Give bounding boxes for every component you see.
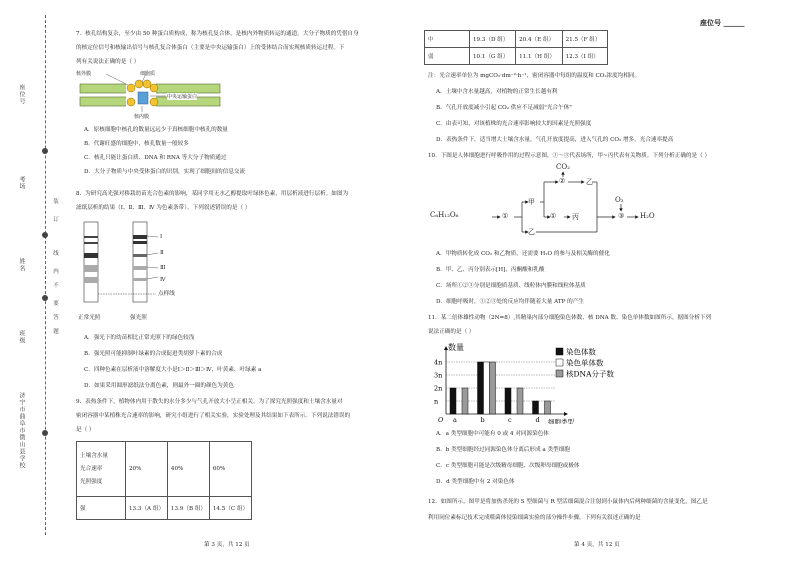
x-axis-arrow — [564, 412, 568, 416]
binding-cut-3: 线 — [52, 250, 58, 257]
legend-swatch-2 — [556, 370, 563, 377]
q7-option-c[interactable]: C．核孔只能让蛋白质、DNA 和 RNA 等大分子物质通过 — [84, 155, 227, 161]
q8-option-d[interactable]: D．如果采用圆形滤纸法分离色素，则最外一圈的颜色为黄色 — [84, 383, 234, 389]
bar-d-series-0 — [533, 401, 539, 414]
band-label-4: Ⅳ — [160, 277, 166, 283]
legend-label-2: 核DNA分子数 — [566, 369, 614, 379]
fig-label-central-protein: 中央运输蛋白 — [167, 94, 198, 100]
q8-option-c[interactable]: C．四种色素在层析液中溶解度大小是Ⅰ＞Ⅱ＞Ⅲ＞Ⅳ，叶黄素、叶绿素 a — [84, 367, 262, 373]
table-cell: 14.5（C 组） — [209, 497, 251, 520]
binding-label-seat: 座位号 — [18, 84, 25, 105]
band-label-3: Ⅲ — [160, 265, 166, 271]
q11-option-c[interactable]: C．c 类型细胞可能是次级精母细胞、次级卵母细胞或极体 — [436, 463, 580, 469]
table-cell: 20.4（E 组） — [516, 31, 563, 48]
q11-option-b[interactable]: B．b 类型细胞经过同源染色体分离后形成 a 类型细胞 — [436, 447, 570, 453]
substance-jia: 甲 — [528, 198, 535, 206]
band-label-1: Ⅰ — [160, 234, 163, 240]
bar-c-series-0 — [505, 388, 511, 414]
q7-option-a[interactable]: A．原核细胞中核孔的数量远远少于真核细胞中核孔的数量 — [84, 127, 228, 133]
table-header-cell: 20% — [126, 442, 168, 497]
seat-label: 座位号 — [700, 18, 721, 27]
y-tick-label: n — [434, 397, 439, 406]
binding-cut-5: 不 — [52, 282, 58, 289]
q10-option-c[interactable]: C．场所①②③分别是细胞质基质、线粒体内膜和线粒体基质 — [436, 283, 586, 289]
q8-option-a[interactable]: A．强光下的幼苗相比正常光照下的绿色较浅 — [84, 335, 195, 341]
q10-stem: 10．下图是人体细胞进行呼吸作用的过程示意图，①～③代表场所，甲~丙代表有关物质。下列分析正确的是（ ） — [428, 153, 711, 159]
site-2-lower: ① — [550, 212, 557, 220]
site-3: ③ — [618, 212, 625, 220]
bar-d-series-2 — [545, 401, 551, 414]
table-cell: 强 — [77, 497, 126, 520]
binding-cut-6: 要 — [52, 300, 58, 307]
table-header-corner — [77, 442, 126, 497]
q7-stem-1: 7．核孔结构复杂，至少由 50 种蛋白质构成，称为核孔复合体，是核内外物质转运的通道。大分子物质的凭借自身 — [76, 31, 359, 37]
binding-label-name: 姓名 — [18, 258, 25, 272]
q7-stem-2: 的核定位信号和核输出信号与核孔复合体蛋白（主要是中央运输蛋白）上的受体结合而实现核质转运过程。下 — [76, 45, 345, 51]
band-label-2: Ⅱ — [160, 250, 164, 256]
bar-b-series-1 — [484, 362, 490, 414]
fig-label-inner-membrane: 核内膜 — [134, 114, 150, 120]
q11-option-d[interactable]: D．d 类型细胞中有 2 对染色体 — [436, 479, 515, 485]
binding-school: 济宁市曲阜市微山县 — [18, 392, 25, 455]
q7-option-b[interactable]: B．代谢旺盛的细胞中，核孔数量一般较多 — [84, 141, 189, 147]
co2-label: CO₂ — [556, 163, 570, 171]
table-cell: 11.1（H 组） — [516, 48, 563, 65]
binding-cut-4: 内 — [52, 268, 58, 275]
table-header-cell: 60% — [209, 442, 251, 497]
table-cell: 12.3（I 组） — [562, 48, 607, 65]
table-note: 注：光合速率单位为 mgCO₂·dm⁻²·h⁻¹，密闭容器中每组的温度和 CO₂浓度均相同。 — [428, 73, 641, 79]
y-tick-label: 3n — [434, 371, 443, 380]
header-soil: 土壤含水量 — [80, 452, 108, 459]
binding-label-room: 考场 — [18, 176, 25, 190]
legend-label-1: 染色单体数 — [566, 358, 604, 368]
y-tick-label: 4n — [434, 358, 443, 367]
binding-hole — [42, 430, 48, 436]
header-light: 光照强度 — [80, 478, 103, 485]
table-cell: 21.5（F 组） — [562, 31, 607, 48]
binding-dashed-line — [45, 15, 46, 535]
q11-option-a[interactable]: A．a 类型细胞中可能有 0 或 4 对同源染色体 — [436, 431, 549, 437]
chart-svg — [428, 342, 658, 424]
x-tick-label: a — [453, 416, 457, 424]
seat-number — [700, 18, 744, 28]
table-cell: 中 — [425, 31, 470, 48]
table-cell: 13.3（A 组） — [126, 497, 168, 520]
y-tick-label: 2n — [434, 384, 443, 393]
binding-hole — [42, 232, 48, 238]
q10-option-a[interactable]: A．甲物质转化成 CO₂ 和乙物质，还需要 H₂O 的参与及相关酶的催化 — [436, 251, 610, 257]
binding-cut-1: 装 — [52, 198, 58, 205]
q12-line-1: 12．如图所示，图甲是将加热杀死的 S 型细菌与 R 型活细菌混合注射到小鼠体内后两种细菌的含量变化，图乙是 — [428, 499, 708, 505]
table-row — [425, 48, 608, 65]
legend-label-0: 染色体数 — [566, 347, 596, 357]
seat-line[interactable]: ______ — [723, 18, 745, 27]
q11-stem-2: 说法正确的是（ ） — [428, 329, 475, 335]
legend-swatch-0 — [556, 348, 563, 355]
q8-stem-2: 滤纸层析的结果（Ⅰ、Ⅱ、Ⅲ、Ⅳ 为色素条带）。下列叙述错误的是（ ） — [76, 205, 251, 211]
q9-table-continued — [424, 30, 608, 65]
h2o-label: H₂O — [640, 212, 655, 220]
q11-stem-1: 11．某二倍体雄性动物（2N=8）,其精巢内部分细胞染色体数、核 DNA 数、染色单体数如图所示，据图分析下列 — [428, 315, 712, 321]
page-number-left: 第 3 页，共 12 页 — [204, 542, 250, 548]
x-tick-label: b — [480, 416, 485, 424]
site-2: ② — [559, 177, 566, 185]
q9-stem-2: 密闭容器中某植株光合速率的影响，研究小组进行了相关实验，实验处理及其结果如下表所示。下列说法错误的 — [76, 413, 351, 419]
tube-label-normal: 正常光照 — [78, 315, 101, 321]
q9-stem-1: 9．表热条件下，植物体内用于散失的水分多少与气孔开放大小呈正相关。为了探究光照强度和土壤含水量对 — [76, 399, 343, 405]
q10-option-b[interactable]: B．甲、乙、丙分别表示[H]、丙酮酸和乳酸 — [436, 267, 545, 273]
binding-hole — [42, 148, 48, 154]
q8-option-b[interactable]: B．强光照可能抑制叶绿素的合成促进类胡萝卜素的合成 — [84, 351, 223, 357]
binding-label-school: 学校 — [18, 455, 25, 469]
x-tick-label: c — [508, 416, 512, 424]
bar-b-series-2 — [490, 362, 496, 414]
table-row — [425, 31, 608, 48]
table-cell: 19.3（D 组） — [470, 31, 516, 48]
y-axis-label: 数量 — [448, 343, 464, 352]
binding-label-class: 班级 — [18, 330, 25, 344]
q7-option-d[interactable]: D．大分子物质与中央受体蛋白的识别，实现了细胞间的信息交流 — [84, 169, 246, 175]
binding-hole — [42, 295, 48, 301]
bar-a-series-0 — [450, 388, 456, 414]
substance-bing: 丙 — [572, 213, 579, 221]
table-header-cell: 40% — [167, 442, 209, 497]
substance-yi-2: 乙 — [586, 178, 593, 186]
q9-option-b[interactable]: B．气孔开放度减小引起 CO₂ 供应不足减弱"光合午休" — [436, 105, 572, 111]
legend-swatch-1 — [556, 359, 563, 366]
binding-cut-8: 题 — [52, 328, 58, 335]
q9-table — [76, 441, 252, 520]
chromosome-bar-chart — [428, 342, 658, 424]
q7-stem-3: 列有关说法正确的是（ ） — [76, 59, 140, 65]
binding-strip — [0, 0, 58, 561]
fig-label-cytoplasm: 细胞质 — [140, 71, 156, 77]
fig-label-membrane: 核外膜 — [76, 71, 92, 77]
binding-cut-7: 答 — [52, 314, 58, 321]
table-cell: 13.9（B 组） — [167, 497, 209, 520]
bar-b-series-0 — [478, 362, 484, 414]
substance-yi: 乙 — [528, 228, 535, 236]
x-tick-label: d — [535, 416, 540, 424]
q10-option-d[interactable]: D．细胞呼吸时，①②③处的反应均伴随着大量 ATP 的产生 — [436, 299, 584, 305]
x-axis-label: 细胞类型 — [548, 418, 574, 424]
q9-option-c[interactable]: C．由表可知，对该植株的光合速率影响较大的因素是光照强度 — [436, 121, 592, 127]
chromatography-figure — [78, 220, 198, 310]
header-rate: 光合速率 — [80, 465, 103, 472]
bar-a-series-2 — [462, 388, 468, 414]
tube-label-strong: 强光照 — [130, 315, 147, 321]
q12-line-2: 利用同位素标记技术完成噬菌体侵染细菌实验的部分操作步骤。下列有关叙述正确的是 — [428, 515, 641, 521]
glucose-label: C₆H₁₂O₆ — [430, 211, 459, 219]
table-row — [77, 442, 252, 497]
q9-option-a[interactable]: A．土壤中含水量越高，对植物的正常生长越有利 — [436, 89, 558, 95]
table-row — [77, 497, 252, 520]
page-number-right: 第 4 页，共 12 页 — [574, 542, 620, 548]
table-cell: 10.1（G 组） — [470, 48, 516, 65]
table-cell: 弱 — [425, 48, 470, 65]
binding-cut-2: 订 — [52, 216, 58, 223]
bar-c-series-2 — [517, 388, 523, 414]
q9-stem-3: 是（ ） — [76, 427, 95, 433]
q9-option-d[interactable]: D．表热条件下，适当增大土壤含水量，气孔开放度提高，进入气孔的 CO₂ 增多，光合速率提高 — [436, 137, 674, 143]
site-1: ① — [502, 212, 509, 220]
origin-label: O — [438, 416, 444, 424]
origin-line-label: 点样线 — [158, 291, 175, 297]
q8-stem-1: 8．为研究高光强对移栽幼苗光合色素的影响，某同学用无水乙醇提取叶绿体色素，用层析液进行层析。如图为 — [76, 191, 349, 197]
o2-label: O₂ — [615, 196, 624, 204]
